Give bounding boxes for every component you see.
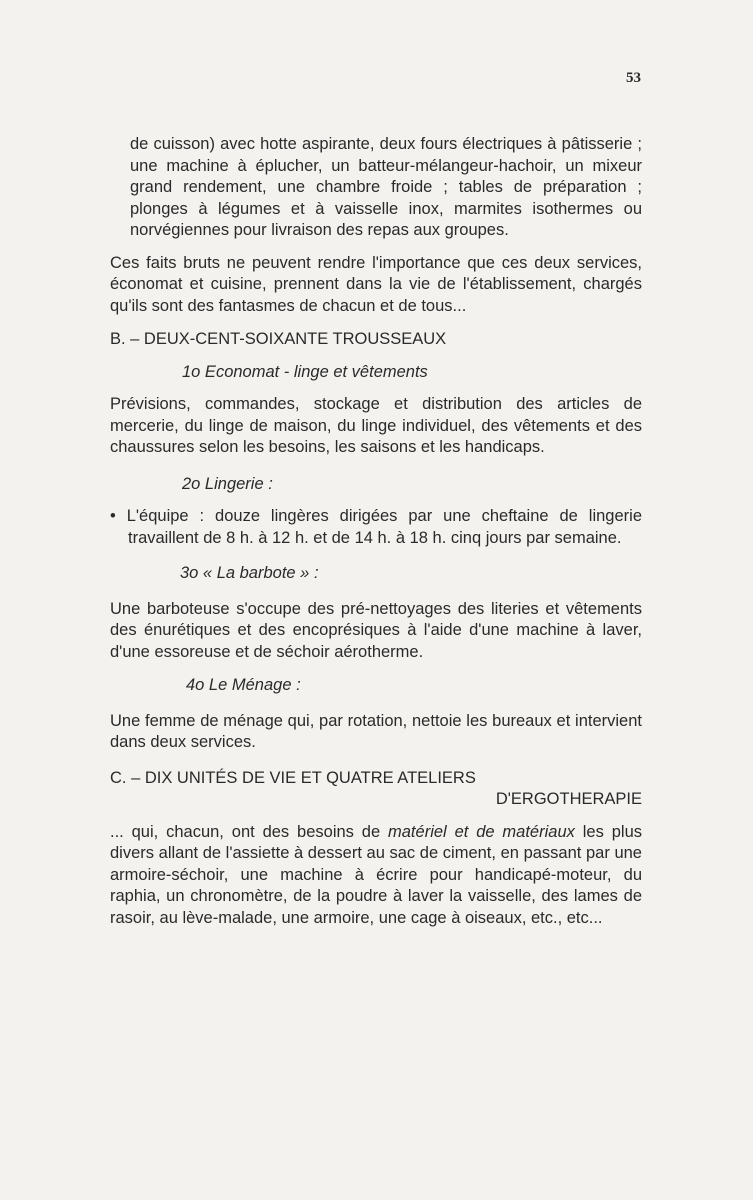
paragraph-lingerie: • L'équipe : douze lingères dirigées par une cheftaine de lingerie travaillent de 8 h. à 12 h. et de 14 h. à 18 h. cinq jours par semaine. (110, 507, 642, 547)
paragraph-materiel-italic: matériel et de matériaux (388, 822, 575, 841)
paragraph-kitchen-equipment: de cuisson) avec hotte aspirante, deux fours électriques à pâtisserie ; une machine à éplucher, un batteur-mélangeur-hachoir, un mixeur grand rendement, une chambre froide ; tables de préparation ; plonges à légumes et à vaisselle inox, marmites isothermes ou norvégiennes pour livraison des repas aux groupes. (130, 135, 642, 239)
paragraph-materiel-end: les plus divers allant de l'assiette à dessert au sac de ciment, en passant par une armoire-séchoir, une machine à écrire pour handicapé-moteur, du raphia, un chronomètre, de la poudre à laver la vaisselle, des lames de rasoir, au lève-malade, une armoire, une cage à oiseaux, etc., etc... (110, 822, 642, 927)
subheading-economat: 1o Economat - linge et vêtements (182, 362, 428, 381)
section-c-heading-line2: D'ERGOTHERAPIE (495, 790, 642, 808)
paragraph-menage: Une femme de ménage qui, par rotation, nettoie les bureaux et intervient dans deux services. (110, 711, 642, 751)
subheading-lingerie: 2o Lingerie : (182, 474, 273, 493)
page-number: 53 (626, 70, 641, 86)
subheading-barbote: 3o « La barbote » : (180, 564, 319, 582)
paragraph-economat: Prévisions, commandes, stockage et distribution des articles de mercerie, du linge de maison, du linge individuel, des vêtements et des chaussures selon les besoins, les saisons et les handicaps. (110, 395, 642, 456)
page-body (110, 134, 642, 929)
paragraph-facts: Ces faits bruts ne peuvent rendre l'importance que ces deux services, économat et cuisine, prennent dans la vie de l'établissement, chargés qu'ils sont des fantasmes de chacun et de tous... (110, 253, 642, 315)
subheading-menage: 4o Le Ménage : (186, 676, 301, 694)
paragraph-materiel-start: ... qui, chacun, ont des besoins de (110, 822, 389, 841)
paragraph-barbote: Une barboteuse s'occupe des pré-nettoyages des literies et vêtements des énurétiques et des encoprésiques à l'aide d'une machine à laver, d'une essoreuse et de séchoir aérotherme. (110, 599, 642, 661)
section-c-heading-line1: C. – DIX UNITÉS DE VIE ET QUATRE ATELIERS (110, 768, 476, 787)
paragraph-materiel (110, 822, 642, 930)
section-b-heading: B. – DEUX-CENT-SOIXANTE TROUSSEAUX (110, 330, 447, 348)
